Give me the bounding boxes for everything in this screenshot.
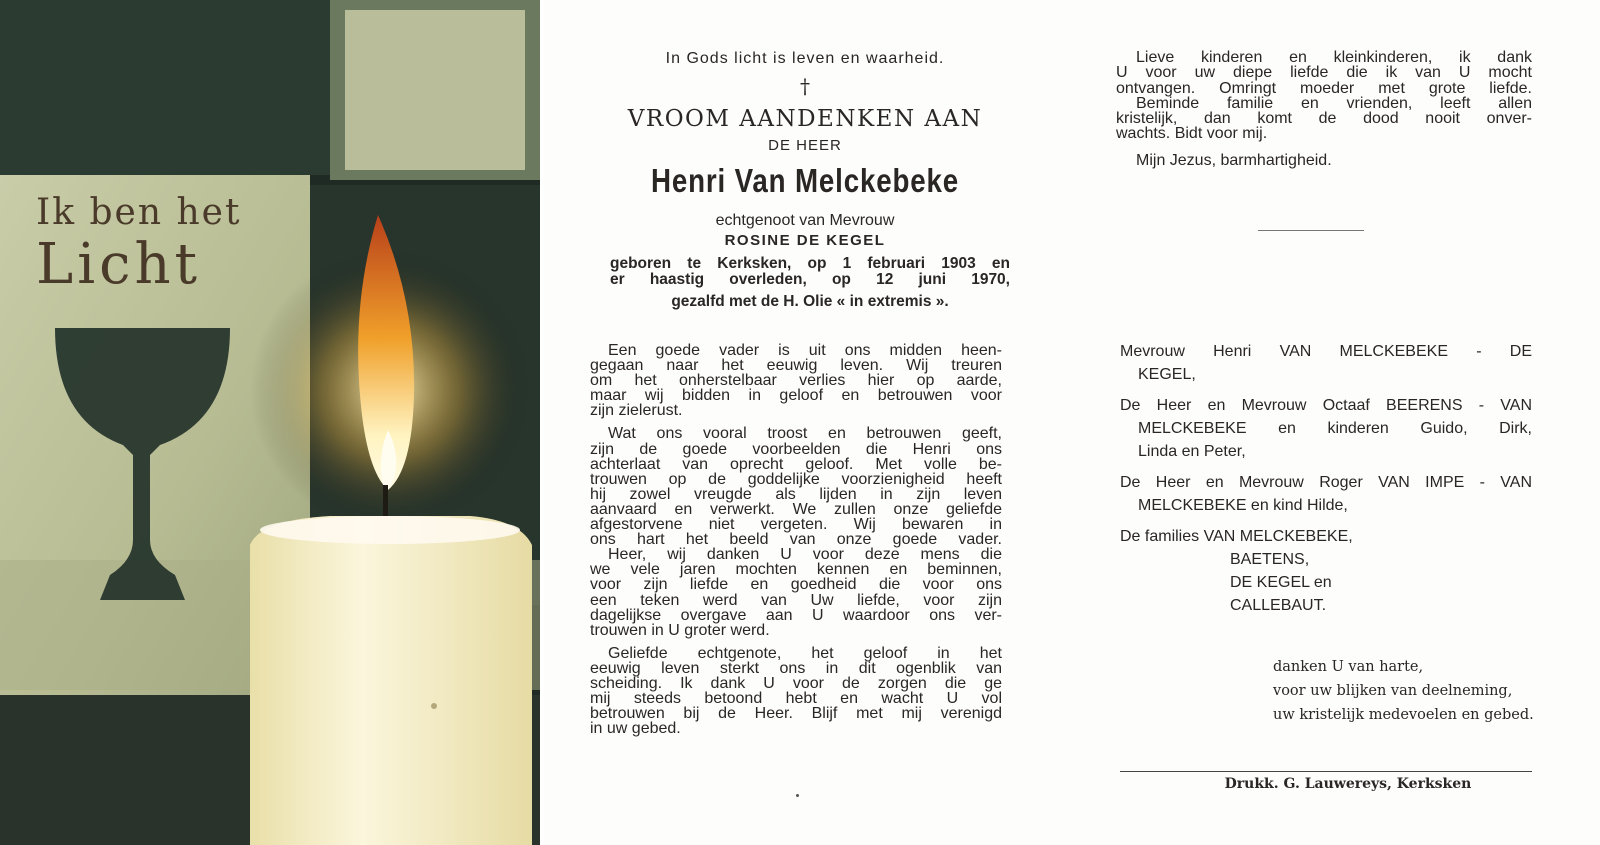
memorial-card-inner-left xyxy=(544,0,1066,845)
text-line: Heer, wij danken U voor deze mens die xyxy=(608,546,1002,564)
text-line: zijn de goede voorbeelden die Henri ons xyxy=(590,440,1002,458)
text-line: Wat ons vooral troost en betrouwen geeft, xyxy=(608,425,1002,443)
text-line: mij steeds betoond hebt en wacht U vol xyxy=(590,690,1002,708)
memorial-photo xyxy=(0,0,540,845)
paper-speck xyxy=(796,794,799,797)
text-line: scheiding. Ik dank U voor de zorgen die ge xyxy=(590,674,1002,692)
text-line: hij zowel vreugde als lijden in zijn leven xyxy=(590,485,1002,503)
spouse-name: ROSINE DE KEGEL xyxy=(724,232,886,249)
families-entry xyxy=(1120,525,1532,548)
biography xyxy=(610,256,1010,310)
candle-chalice-illustration xyxy=(0,0,540,845)
bio-line: gezalfd met de H. Olie « in extremis ». xyxy=(671,293,949,310)
divider xyxy=(1258,230,1364,231)
family-name: VAN MELCKEBEKE, xyxy=(1203,528,1353,545)
text-line: maar wij bidden in geloof en betrouwen voor xyxy=(590,387,1002,405)
text-line: ontvangen. Omringt moeder met grote liefde. xyxy=(1116,79,1532,97)
text-line: Een goede vader is uit ons midden heen- xyxy=(608,342,1002,359)
family-entry-cont: MELCKEBEKE en kind Hilde, xyxy=(1138,497,1348,514)
text-line: voor zijn liefde en goedheid die voor ons xyxy=(590,576,1002,594)
text-line: aanvaard en verwerkt. We zullen onze geliefde xyxy=(590,500,1002,518)
photo-caption xyxy=(36,192,242,297)
bio-line: er haastig overleden, op 12 juni 1970, xyxy=(610,271,1010,288)
text-line: Beminde familie en vrienden, leeft allen xyxy=(1136,94,1532,112)
family-entry-cont: KEGEL, xyxy=(1138,366,1196,383)
caption-line-1: Ik ben het xyxy=(36,192,242,233)
thanks-line: danken U van harte, xyxy=(1273,659,1424,675)
memorial-card-inner-right xyxy=(1066,0,1600,845)
text-line: zijn zielerust. xyxy=(590,402,683,420)
family-entry: De Heer en Mevrouw Octaaf BEERENS - VAN xyxy=(1120,397,1532,414)
honorific: DE HEER xyxy=(768,137,842,154)
text-line: achterlaat van oprecht geloof. Met volle be- xyxy=(590,455,1002,473)
text-line: gegaan naar het eeuwig leven. Wij treuren xyxy=(590,357,1002,375)
family-entry: De Heer en Mevrouw Roger VAN IMPE - VAN xyxy=(1120,474,1532,491)
family-list xyxy=(1120,340,1532,617)
family-entry-cont: Linda en Peter, xyxy=(1138,443,1246,460)
text-line: we vele jaren mochten kennen en beminnen, xyxy=(590,561,1002,579)
text-line: een teken werd van Uw liefde, voor zijn xyxy=(590,591,1002,609)
text-line: dagelijkse overgave aan U waardoor ons ver- xyxy=(590,606,1002,624)
printer-credit: Drukk. G. Lauwereys, Kerksken xyxy=(1224,776,1472,792)
heading: VROOM AANDENKEN AAN xyxy=(627,106,983,132)
thanks-note xyxy=(1273,655,1543,727)
family-entry: Mevrouw Henri VAN MELCKEBEKE - DE xyxy=(1120,343,1532,360)
text-line: wachts. Bidt voor mij. xyxy=(1116,125,1268,143)
eulogy-text xyxy=(590,343,1002,736)
text-line: om het onherstelbaar verlies hier op aarde, xyxy=(590,372,1002,390)
text-line: kristelijk, dan komt de dood nooit onver- xyxy=(1116,110,1532,128)
motto: In Gods licht is leven en waarheid. xyxy=(665,50,945,67)
text-line: betrouwen bij de Heer. Blijf met mij verenigd xyxy=(590,705,1002,723)
text-line: trouwen op de goddelijke voorzienigheid heeft xyxy=(590,470,1002,488)
family-name: BAETENS, xyxy=(1230,551,1310,568)
spouse-intro: echtgenoot van Mevrouw xyxy=(715,212,895,229)
thanks-line: uw kristelijk medevoelen en gebed. xyxy=(1273,707,1534,723)
text-line: trouwen in U groter werd. xyxy=(590,621,770,639)
text-line: Lieve kinderen en kleinkinderen, ik dank xyxy=(1136,49,1532,66)
families-label: De families xyxy=(1120,528,1200,545)
text-line: eeuwig leven sterkt ons in dit ogenblik van xyxy=(590,659,1002,677)
family-name: DE KEGEL en xyxy=(1230,574,1332,591)
thanks-line: voor uw blijken van deelneming, xyxy=(1273,683,1513,699)
prayer-line: Mijn Jezus, barmhartigheid. xyxy=(1136,151,1332,169)
caption-line-2: Licht xyxy=(36,232,202,297)
text-line: Geliefde echtgenote, het geloof in het xyxy=(608,644,1002,662)
family-name: CALLEBAUT. xyxy=(1230,597,1327,614)
family-entry-cont: MELCKEBEKE en kinderen Guido, Dirk, xyxy=(1138,420,1532,437)
cross-icon: † xyxy=(800,74,810,98)
bio-line: geboren te Kerksken, op 1 februari 1903 en xyxy=(610,255,1010,272)
text-line: afgestorvene niet vergeten. Wij bewaren in xyxy=(590,516,1002,534)
text-line: ons hart het beeld van onze goede vader. xyxy=(590,531,1002,549)
text-line: U voor uw diepe liefde die ik van U mocht xyxy=(1116,64,1532,82)
footer-rule xyxy=(1120,771,1532,772)
deceased-name: Henri Van Melckebeke xyxy=(650,162,960,199)
farewell-text xyxy=(1116,50,1532,168)
text-line: in uw gebed. xyxy=(590,720,681,738)
